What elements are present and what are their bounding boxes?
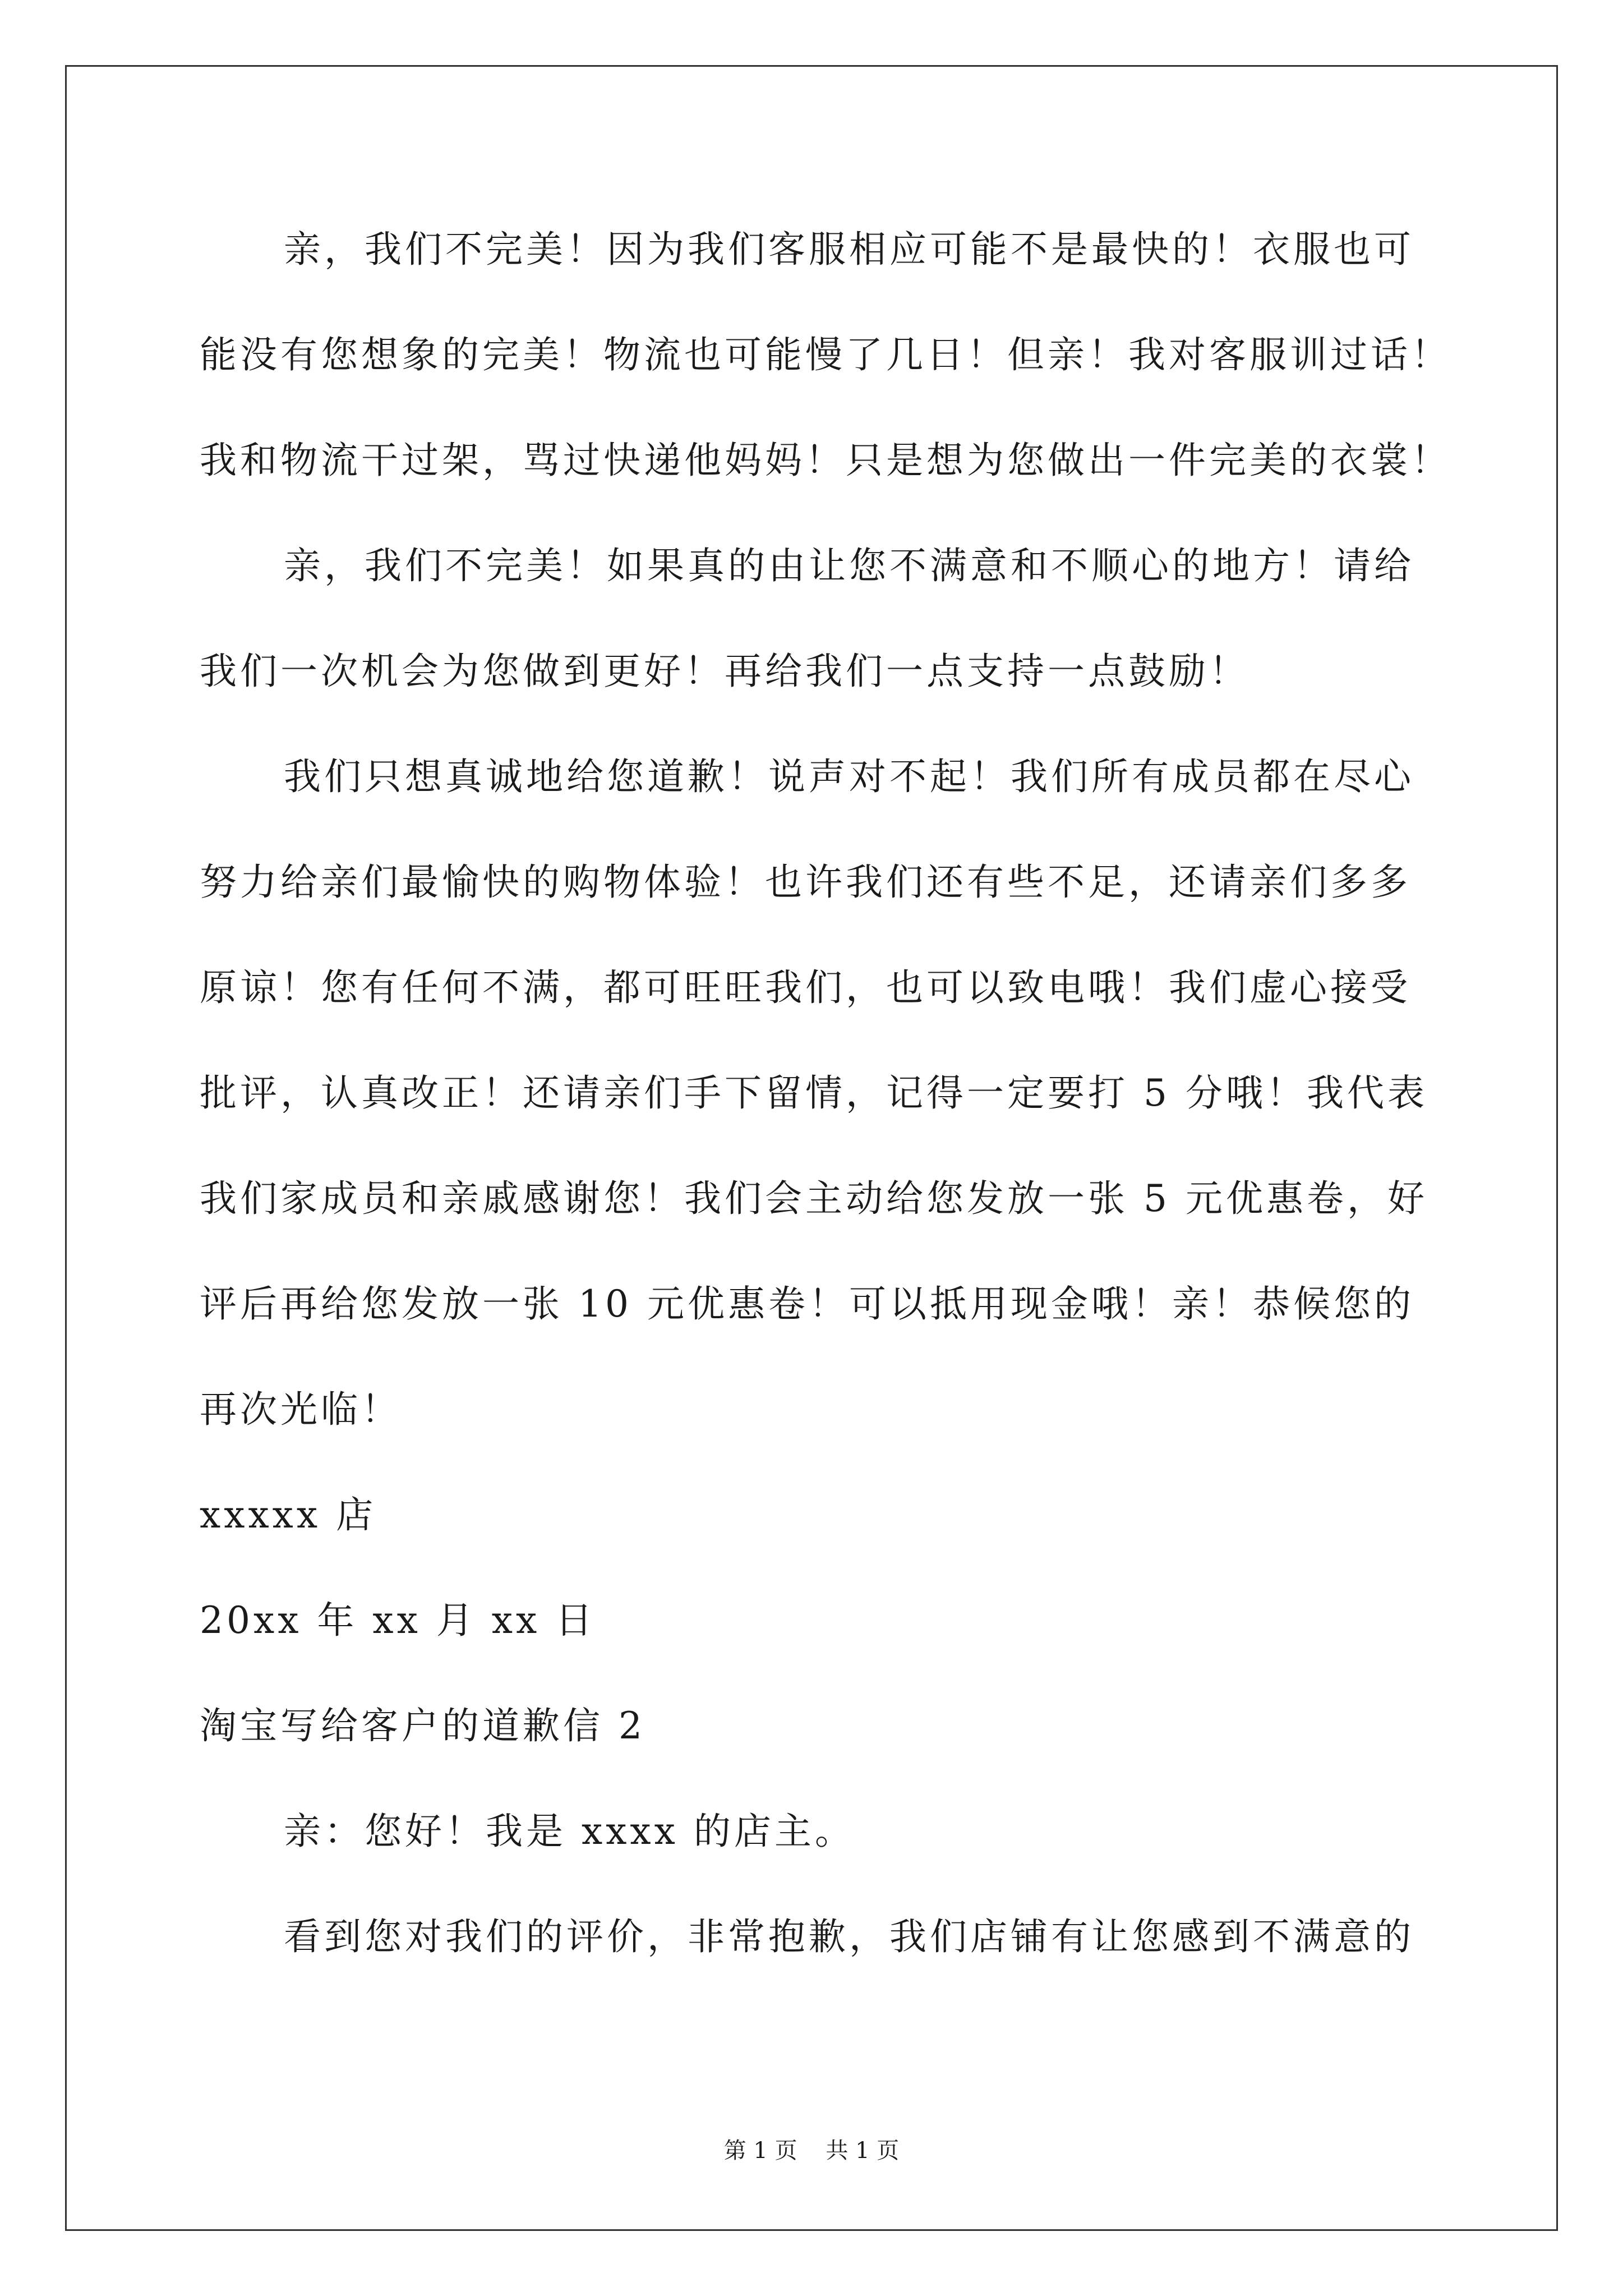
signature-shop: xxxxx 店: [200, 1493, 377, 1536]
paragraph-1-line-2: 能没有您想象的完美！物流也可能慢了几日！但亲！我对客服训过话！: [200, 333, 1451, 376]
paragraph-2-line-1: 亲，我们不完美！如果真的由让您不满意和不顺心的地方！请给: [284, 544, 1414, 587]
section-heading: 淘宝写给客户的道歉信 2: [200, 1704, 645, 1747]
page-border: [65, 65, 1558, 2231]
paragraph-1-line-1: 亲，我们不完美！因为我们客服相应可能不是最快的！衣服也可: [284, 228, 1414, 271]
paragraph-3-line-3: 原谅！您有任何不满，都可旺旺我们，也可以致电哦！我们虚心接受: [200, 966, 1411, 1009]
paragraph-3-line-5: 我们家成员和亲戚感谢您！我们会主动给您发放一张 5 元优惠卷，好: [200, 1177, 1428, 1220]
paragraph-3-line-6: 评后再给您发放一张 10 元优惠卷！可以抵用现金哦！亲！恭候您的: [200, 1282, 1414, 1326]
paragraph-1-line-3: 我和物流干过架，骂过快递他妈妈！只是想为您做出一件完美的衣裳！: [200, 439, 1451, 482]
paragraph-3-line-2: 努力给亲们最愉快的购物体验！也许我们还有些不足，还请亲们多多: [200, 861, 1411, 904]
paragraph-3-line-1: 我们只想真诚地给您道歉！说声对不起！我们所有成员都在尽心: [284, 755, 1414, 798]
paragraph-3-line-7: 再次光临！: [200, 1388, 402, 1431]
page-number: 第 1 页 共 1 页: [723, 2138, 900, 2164]
paragraph-2-line-2: 我们一次机会为您做到更好！再给我们一点支持一点鼓励！: [200, 650, 1249, 693]
signature-date: 20xx 年 xx 月 xx 日: [200, 1599, 596, 1642]
paragraph-3-line-4: 批评，认真改正！还请亲们手下留情，记得一定要打 5 分哦！我代表: [200, 1071, 1428, 1115]
paragraph-5-line-1: 看到您对我们的评价，非常抱歉，我们店铺有让您感到不满意的: [284, 1915, 1414, 1958]
greeting-line: 亲：您好！我是 xxxx 的店主。: [284, 1810, 855, 1853]
